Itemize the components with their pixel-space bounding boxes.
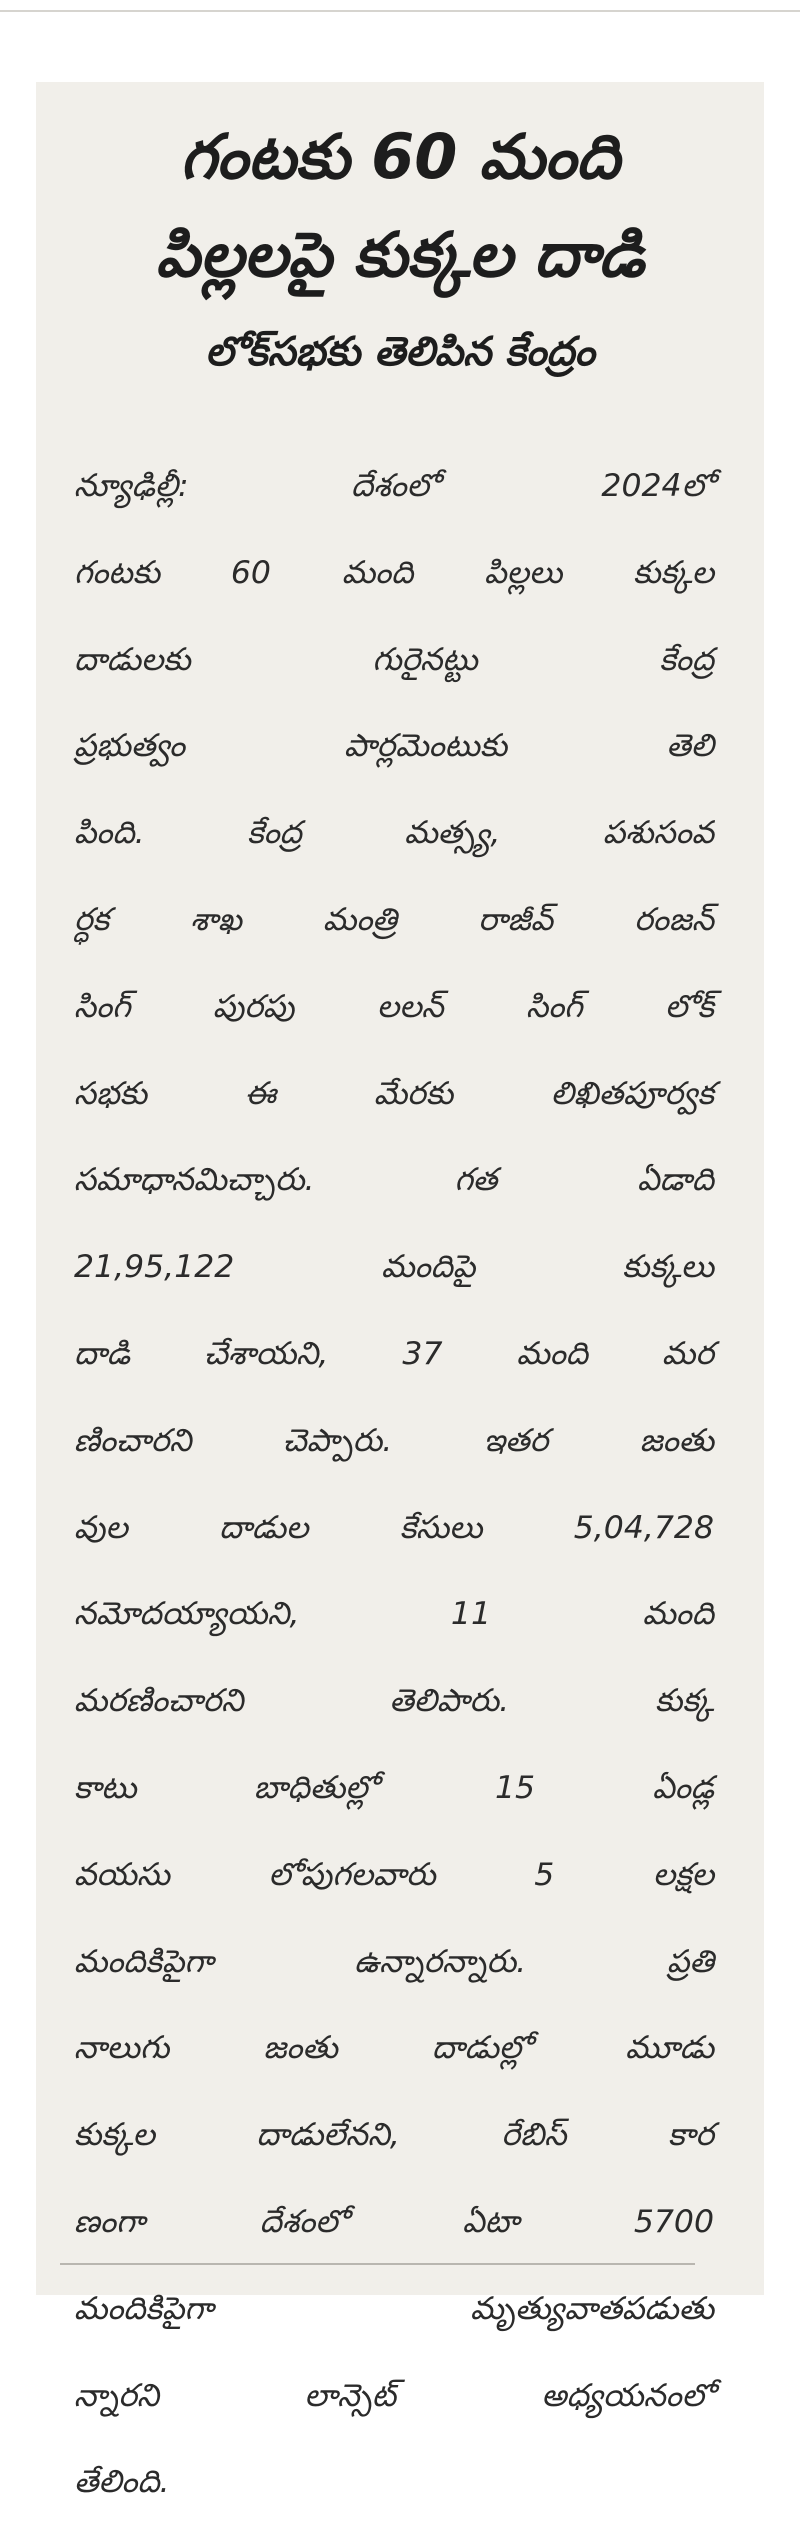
body-line: ప్రభుత్వం పార్లమెంటుకు తెలి: [74, 728, 714, 765]
body-line: సభకు ఈ మేరకు లిఖితపూర్వక: [74, 1075, 714, 1112]
body-line: ణించారని చెప్పారు. ఇతర జంతు: [74, 1422, 714, 1459]
body-line: సమాధానమిచ్చారు. గత ఏడాది: [74, 1162, 714, 1199]
body-line: కాటు బాధితుల్లో 15 ఏండ్ల: [74, 1769, 714, 1806]
body-line: ర్ధక శాఖ మంత్రి రాజీవ్ రంజన్: [74, 901, 714, 938]
body-line: గంటకు 60 మంది పిల్లలు కుక్కల: [74, 554, 714, 591]
body-line: నాలుగు జంతు దాడుల్లో మూడు: [74, 2030, 714, 2067]
body-line: నమోదయ్యాయని, 11 మంది: [74, 1596, 714, 1633]
body-line: మందికిపైగా ఉన్నారన్నారు. ప్రతి: [74, 1943, 714, 1980]
body-line: మరణించారని తెలిపారు. కుక్క: [74, 1683, 714, 1720]
body-line: వయసు లోపుగలవారు 5 లక్షల: [74, 1856, 714, 1893]
body-line: న్నారని లాన్సెట్ అధ్యయనంలో: [74, 2377, 714, 2414]
headline: [36, 108, 764, 304]
headline-line: గంటకు 60 మంది: [180, 120, 620, 193]
article-body: [74, 443, 714, 2526]
bottom-divider: [60, 2263, 695, 2265]
subheadline: లోక్‌సభకు తెలిపిన కేంద్రం: [205, 329, 595, 375]
body-line: కుక్కల దాడులేనని, రేబిస్ కార: [74, 2117, 714, 2154]
body-line: వుల దాడుల కేసులు 5,04,728: [74, 1509, 714, 1546]
headline-line: పిల్లలపై కుక్కల దాడి: [155, 218, 645, 291]
body-line: 21,95,122 మందిపై కుక్కలు: [74, 1249, 714, 1286]
body-line: సింగ్ పురపు లలన్ సింగ్ లోక్: [74, 988, 714, 1025]
body-line: దాడులకు గురైనట్టు కేంద్ర: [74, 641, 714, 678]
body-line: ణంగా దేశంలో ఏటా 5700: [74, 2203, 714, 2240]
body-line: దాడి చేశాయని, 37 మంది మర: [74, 1335, 714, 1372]
body-line: మందికిపైగా మృత్యువాతపడుతు: [74, 2290, 714, 2327]
body-line: తేలింది.: [74, 2464, 170, 2501]
body-line: న్యూఢిల్లీ: దేశంలో 2024లో: [74, 468, 714, 504]
body-line: పింది. కేంద్ర మత్స్య, పశుసంవ: [74, 815, 714, 852]
top-divider: [0, 10, 800, 12]
